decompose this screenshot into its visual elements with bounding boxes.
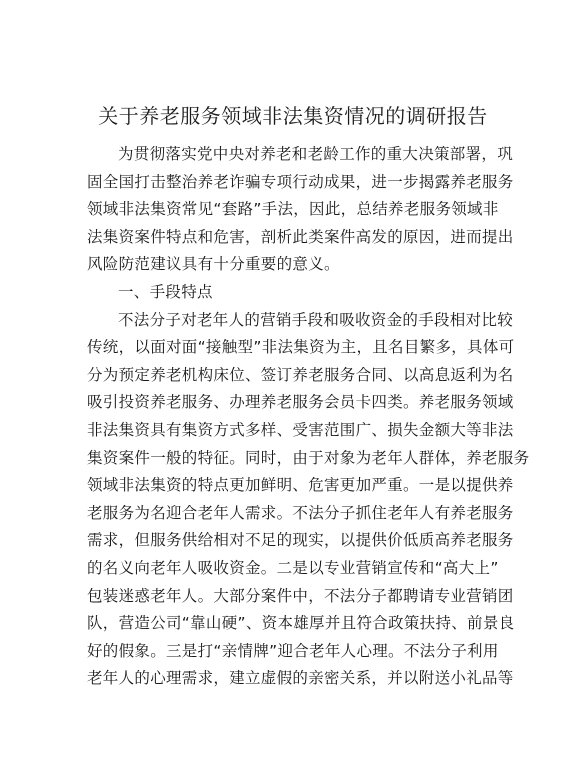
paragraph-line: 老服务为名迎合老年人需求。不法分子抓住老年人有养老服务 xyxy=(87,503,514,522)
paragraph-line: 不法分子对老年人的营销手段和吸收资金的手段相对比较 xyxy=(118,310,514,329)
paragraph-line: 好的假象。三是打“亲情牌”迎合老年人心理。不法分子利用 xyxy=(87,641,499,660)
paragraph-line: 固全国打击整治养老诈骗专项行动成果，进一步揭露养老服务 xyxy=(87,172,514,191)
paragraph-line: 包装迷惑老年人。大部分案件中，不法分子都聘请专业营销团 xyxy=(87,586,514,605)
paragraph-line: 非法集资具有集资方式多样、受害范围广、损失金额大等非法 xyxy=(87,420,514,439)
paragraph-line: 法集资案件特点和危害，剖析此类案件高发的原因，进而提出 xyxy=(87,227,514,246)
paragraph-line: 的名义向老年人吸收资金。二是以专业营销宣传和“高大上” xyxy=(87,558,499,577)
paragraph-line: 需求，但服务供给相对不足的现实，以提供价低质高养老服务 xyxy=(87,531,514,550)
paragraph-line: 风险防范建议具有十分重要的意义。 xyxy=(87,255,340,274)
paragraph-line: 领域非法集资常见“套路”手法，因此，总结养老服务领域非 xyxy=(87,200,499,219)
intro-paragraph xyxy=(87,141,514,279)
section-heading: 一、手段特点 xyxy=(118,282,213,301)
section-paragraph xyxy=(87,307,530,693)
paragraph-line: 集资案件一般的特征。同时，由于对象为老年人群体，养老服务 xyxy=(87,448,530,467)
paragraph-line: 队，营造公司“靠山硬”、资本雄厚并且符合政策扶持、前景良 xyxy=(87,614,515,633)
document-title: 关于养老服务领域非法集资情况的调研报告 xyxy=(98,104,488,128)
paragraph-line: 吸引投资养老服务、办理养老服务会员卡四类。养老服务领域 xyxy=(87,393,514,412)
paragraph-line: 老年人的心理需求，建立虚假的亲密关系，并以附送小礼品等 xyxy=(87,669,514,688)
paragraph-line: 为贯彻落实党中央对养老和老龄工作的重大决策部署，巩 xyxy=(118,145,514,163)
paragraph-line: 分为预定养老机构床位、签订养老服务合同、以高息返利为名 xyxy=(87,365,514,384)
paragraph-line: 领域非法集资的特点更加鲜明、危害更加严重。一是以提供养 xyxy=(87,476,514,495)
paragraph-line: 传统，以面对面“接触型”非法集资为主，且名目繁多，具体可 xyxy=(87,338,515,357)
document-body xyxy=(87,141,530,693)
